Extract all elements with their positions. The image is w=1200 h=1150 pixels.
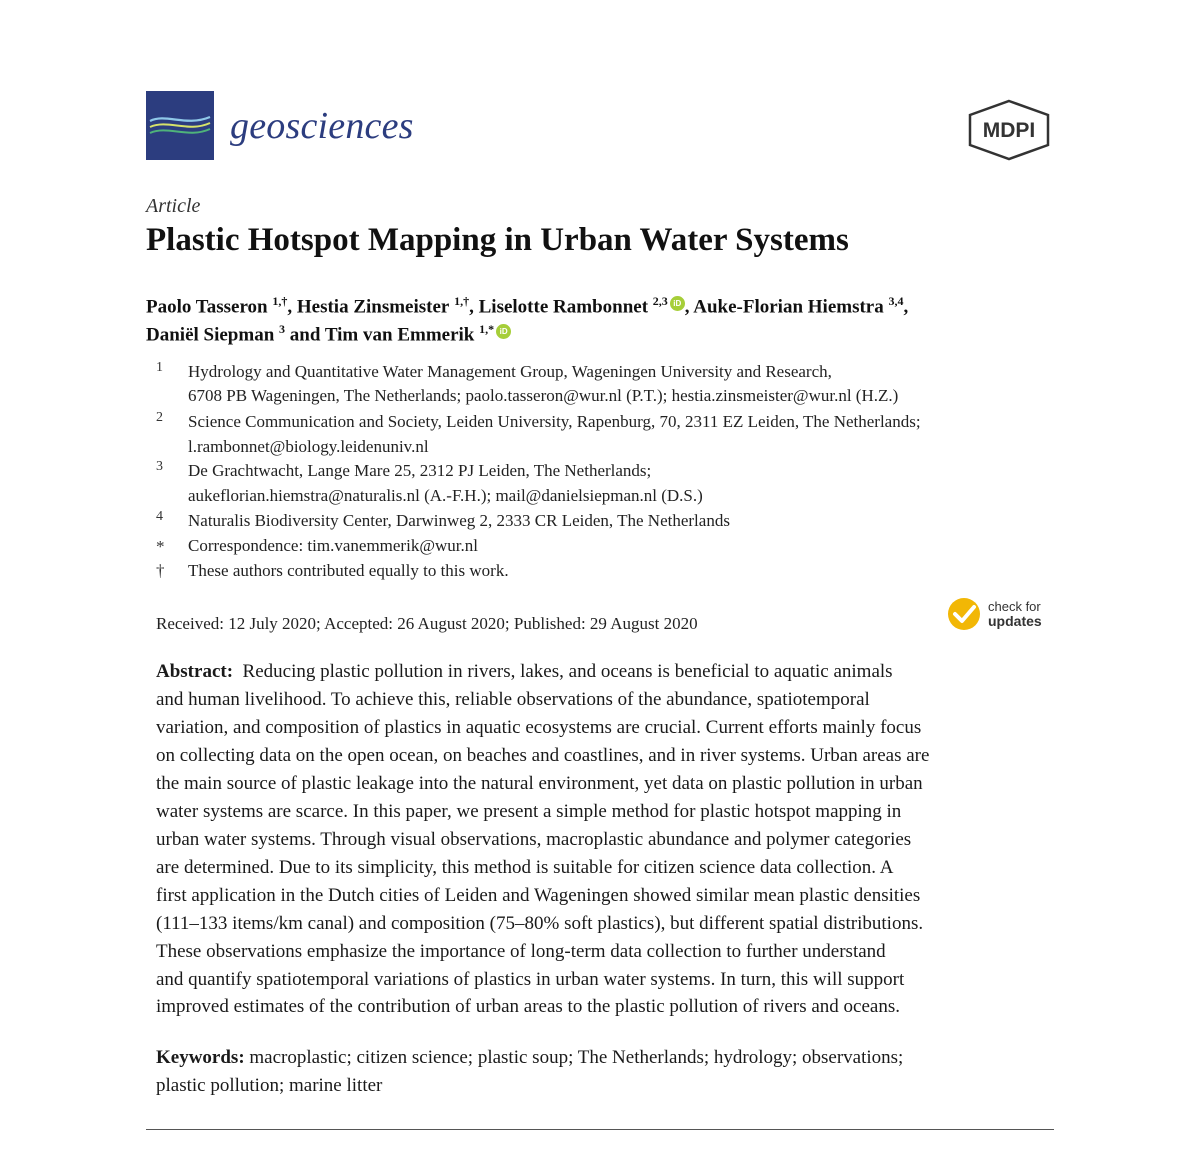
abstract-text: Reducing plastic pollution in rivers, lakes, and oceans is beneficial to aquatic animals [242,661,893,682]
affiliation-line: De Grachtwacht, Lange Mare 25, 2312 PJ Leiden, The Netherlands; [188,461,652,480]
author-line-1 [146,294,908,318]
section-divider [146,1129,1054,1130]
affiliation-marker: 1 [156,360,163,375]
affiliation-marker: 3 [156,459,163,474]
abstract-line: (111–133 items/km canal) and composition (75–80% soft plastics), but different spatial distributions. [156,913,924,934]
abstract-line: variation, and composition of plastics in aquatic ecosystems are crucial. Current efforts mainly focus [156,717,922,738]
author-sep: , [903,296,909,318]
author-affil-sup: 1,* [479,322,495,336]
affiliation-marker: † [156,561,165,580]
author-name: Auke-Florian Hiemstra [693,296,884,318]
orcid-icon[interactable]: iD [496,324,511,339]
publisher-logo [964,99,1054,161]
author-sep: and [285,324,325,346]
affiliation-line: Science Communication and Society, Leiden University, Rapenburg, 70, 2311 EZ Leiden, The Netherlands; [188,412,921,431]
orcid-icon[interactable]: iD [670,296,685,311]
affiliation-line: Correspondence: tim.vanemmerik@wur.nl [188,536,478,555]
author-line-2 [146,322,511,346]
abstract-line: urban water systems. Through visual observations, macroplastic abundance and polymer categories [156,829,912,850]
abstract-line [156,661,893,683]
abstract-line: These observations emphasize the importance of long-term data collection to further understand [156,941,886,962]
abstract-line: the main source of plastic leakage into the natural environment, yet data on plastic pollution in urban [156,773,923,794]
affiliation-marker: 2 [156,410,163,425]
article-title: Plastic Hotspot Mapping in Urban Water Systems [146,222,849,258]
author-affil-sup: 1,† [454,294,470,308]
keywords-label: Keywords: [156,1047,245,1068]
affiliation-line: Hydrology and Quantitative Water Management Group, Wageningen University and Research, [188,362,832,381]
abstract-line: are determined. Due to its simplicity, this method is suitable for citizen science data collection. A [156,857,894,878]
author-name: Tim van Emmerik [324,324,475,346]
author-sep: , [287,296,297,318]
check-updates-line2: updates [988,613,1042,629]
author-name: Hestia Zinsmeister [296,296,450,318]
abstract-line: on collecting data on the open ocean, on beaches and coastlines, and in river systems. Urban areas are [156,745,930,766]
affiliation-line: 6708 PB Wageningen, The Netherlands; paolo.tasseron@wur.nl (P.T.); hestia.zinsmeister@wur.nl (H.Z.) [188,386,899,405]
abstract-label: Abstract: [156,661,234,682]
abstract-line: and human livelihood. To achieve this, reliable observations of the abundance, spatiotemporal [156,689,870,710]
affiliation-line: These authors contributed equally to this work. [188,561,509,580]
author-name: Liselotte Rambonnet [478,296,649,318]
author-name: Daniël Siepman [146,324,275,346]
keywords-line [156,1047,903,1069]
affiliation-marker: 4 [156,509,163,524]
check-updates-line1: check for [988,599,1041,614]
author-affil-sup: 3,4 [888,294,904,308]
author-sep: , [684,296,694,318]
affiliation-line: l.rambonnet@biology.leidenuniv.nl [188,437,429,456]
keywords-line: plastic pollution; marine litter [156,1075,383,1096]
check-for-updates-button[interactable] [946,596,1054,636]
abstract-line: water systems are scarce. In this paper, we present a simple method for plastic hotspot mapping in [156,801,902,822]
author-affil-sup: 2,3 [652,294,668,308]
author-affil-sup: 3 [279,322,286,336]
journal-logo-icon [146,91,214,160]
journal-name: geosciences [230,105,414,147]
affiliation-line: Naturalis Biodiversity Center, Darwinweg 2, 2333 CR Leiden, The Netherlands [188,511,730,530]
article-type: Article [146,195,201,217]
affiliation-marker: * [156,537,165,556]
abstract-line: first application in the Dutch cities of Leiden and Wageningen showed similar mean plastic densities [156,885,921,906]
publication-dates: Received: 12 July 2020; Accepted: 26 August 2020; Published: 29 August 2020 [156,614,698,633]
abstract-line: improved estimates of the contribution of urban areas to the plastic pollution of rivers and oceans. [156,996,900,1017]
affiliation-line: aukeflorian.hiemstra@naturalis.nl (A.-F.H.); mail@danielsiepman.nl (D.S.) [188,486,703,505]
author-name: Paolo Tasseron [146,296,268,318]
author-sep: , [469,296,479,318]
publisher-name: MDPI [982,119,1036,142]
abstract-line: and quantify spatiotemporal variations of plastics in urban water systems. In turn, this will support [156,969,905,990]
check-badge-icon [946,596,982,632]
keywords-text: macroplastic; citizen science; plastic soup; The Netherlands; hydrology; observations; [249,1047,904,1068]
author-affil-sup: 1,† [272,294,288,308]
